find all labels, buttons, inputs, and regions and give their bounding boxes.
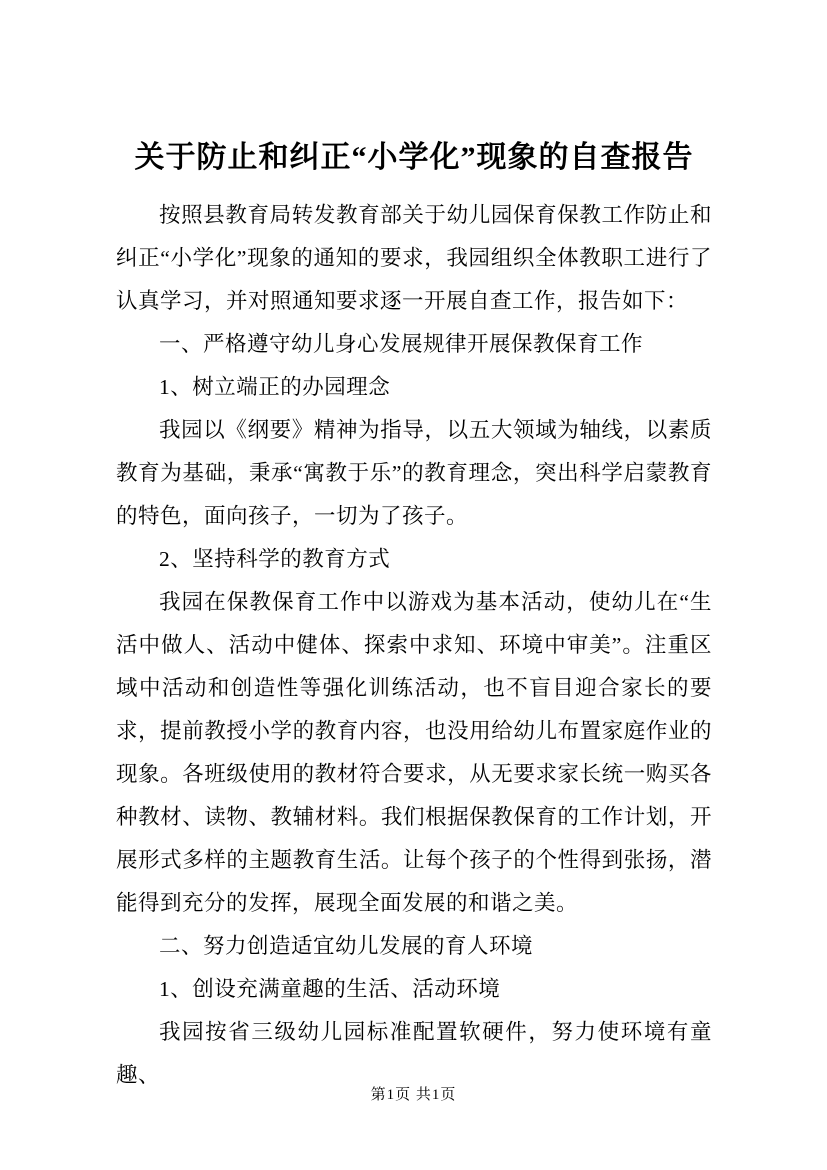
section-heading-1: 一、严格遵守幼儿身心发展规律开展保教保育工作 <box>159 332 644 356</box>
subsection-heading-1-1: 1、树立端正的办园理念 <box>159 375 391 399</box>
document-content <box>116 136 712 1097</box>
document-title: 关于防止和纠正“小学化”现象的自查报告 <box>134 141 694 174</box>
paragraph-body-1: 我园以《纲要》精神为指导，以五大领域为轴线，以素质教育为基础，秉承“寓教于乐”的教育理念，突出科学启蒙教育的特色，面向孩子，一切为了孩子。 <box>116 418 712 528</box>
paragraph-body-3: 我园按省三级幼儿园标准配置软硬件，努力使环境有童趣、 <box>116 1020 712 1087</box>
page-footer: 第1页 共1页 <box>370 1087 457 1103</box>
paragraph-intro: 按照县教育局转发教育部关于幼儿园保育保教工作防止和纠正“小学化”现象的通知的要求，我园组织全体教职工进行了认真学习，并对照通知要求逐一开展自查工作，报告如下： <box>116 203 712 313</box>
subsection-heading-1-2: 2、坚持科学的教育方式 <box>159 547 391 571</box>
subsection-heading-2-1: 1、创设充满童趣的生活、活动环境 <box>159 977 501 1001</box>
paragraph-body-2: 我园在保教保育工作中以游戏为基本活动，使幼儿在“生活中做人、活动中健体、探索中求知、环境中审美”。注重区域中活动和创造性等强化训练活动，也不盲目迎合家长的要求，提前教授小学的教育内容，也没用给幼儿布置家庭作业的现象。各班级使用的教材符合要求，从无要求家长统一购买各种教材、读物、教辅材料。我们根据保教保育的工作计划，开展形式多样的主题教育生活。让每个孩子的个性得到张扬，潜能得到充分的发挥，展现全面发展的和谐之美。 <box>116 590 712 915</box>
section-heading-2: 二、努力创造适宜幼儿发展的育人环境 <box>159 934 534 958</box>
